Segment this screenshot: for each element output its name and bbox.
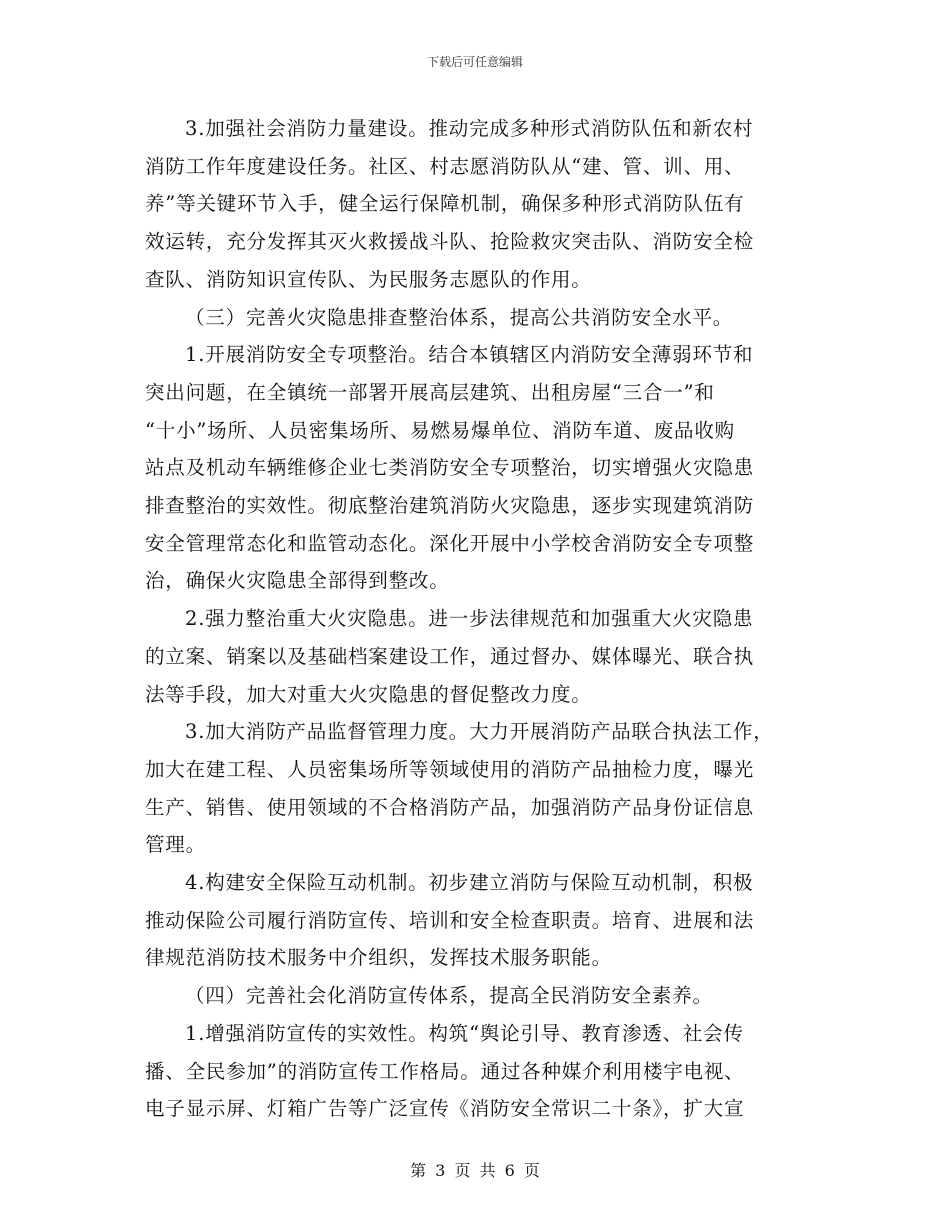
text-line: 律规范消防技术服务中介组织，发挥技术服务职能。 <box>145 946 612 970</box>
text-line: 1.增强消防宣传的实效性。构筑“舆论引导、教育渗透、社会传 <box>185 1021 744 1045</box>
text-line: 1.开展消防安全专项整治。结合本镇辖区内消防安全薄弱环节和 <box>185 343 754 367</box>
text-line: 3.加强社会消防力量建设。推动完成多种形式消防队伍和新农村 <box>185 117 754 140</box>
text-line: 2.强力整治重大火灾隐患。进一步法律规范和加强重大火灾隐患 <box>185 607 754 631</box>
text-line: 播、全民参加”的消防宣传工作格局。通过各种媒介利用楼宇电视、 <box>145 1059 745 1083</box>
text-line: 加大在建工程、人员密集场所等领域使用的消防产品抽检力度，曝光 <box>145 757 755 781</box>
text-line: “十小”场所、人员密集场所、易燃易爆单位、消防车道、废品收购 <box>145 418 735 442</box>
text-line: 治，确保火灾隐患全部得到整改。 <box>145 569 450 593</box>
text-line: （四）完善社会化消防宣传体系，提高全民消防安全素养。 <box>185 984 713 1008</box>
text-line: 查队、消防知识宣传队、为民服务志愿队的作用。 <box>145 267 592 291</box>
text-line: 突出问题，在全镇统一部署开展高层建筑、出租房屋“三合一”和 <box>145 380 715 404</box>
text-line: 生产、销售、使用领域的不合格消防产品，加强消防产品身份证信息 <box>145 795 755 819</box>
text-line: 推动保险公司履行消防宣传、培训和安全检查职责。培育、进展和法 <box>145 908 755 932</box>
text-line: 效运转，充分发挥其灭火救援战斗队、抢险救灾突击队、消防安全检 <box>145 230 755 254</box>
text-line: 3.加大消防产品监督管理力度。大力开展消防产品联合执法工作， <box>185 720 774 744</box>
page-footer: 第 3 页 共 6 页 <box>410 1161 540 1180</box>
text-line: 电子显示屏、灯箱广告等广泛宣传《消防安全常识二十条》，扩大宣 <box>145 1097 745 1121</box>
text-line: 管理。 <box>145 833 206 857</box>
text-line: 法等手段，加大对重大火灾隐患的督促整改力度。 <box>145 682 592 706</box>
text-line: 的立案、销案以及基础档案建设工作，通过督办、媒体曝光、联合执 <box>145 644 755 668</box>
text-line: （三）完善火灾隐患排查整治体系，提高公共消防安全水平。 <box>185 305 734 329</box>
page-header: 下载后可任意编辑 <box>426 55 523 69</box>
text-line: 4.构建安全保险互动机制。初步建立消防与保险互动机制，积极 <box>185 871 754 895</box>
document-body <box>145 110 805 1128</box>
text-line: 站点及机动车辆维修企业七类消防安全专项整治，切实增强火灾隐患 <box>145 456 755 480</box>
text-line: 消防工作年度建设任务。社区、村志愿消防队从“建、管、训、用、 <box>145 154 745 178</box>
text-line: 安全管理常态化和监管动态化。深化开展中小学校舍消防安全专项整 <box>145 531 755 555</box>
text-line: 养”等关键环节入手，健全运行保障机制，确保多种形式消防队伍有 <box>145 192 745 216</box>
text-line: 排查整治的实效性。彻底整治建筑消防火灾隐患，逐步实现建筑消防 <box>145 494 755 518</box>
